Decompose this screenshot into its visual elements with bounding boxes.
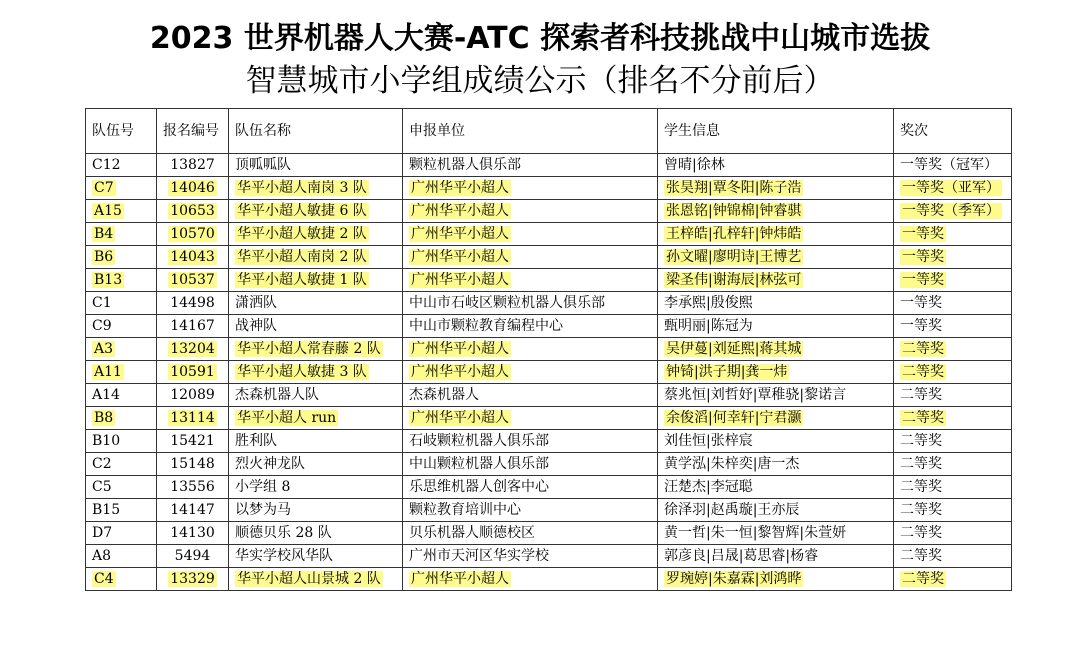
students-cell-text: 刘佳恒|张梓宸 (664, 433, 753, 449)
team-id-cell-text: C9 (92, 318, 112, 334)
award-cell-text: 二等奖 (900, 456, 942, 472)
reg-number-cell-text: 5494 (174, 548, 211, 564)
team-name-cell (229, 154, 403, 177)
team-id-cell (86, 154, 157, 177)
reg-number-cell (157, 223, 229, 246)
reg-number-cell-text: 10653 (170, 203, 215, 219)
team-id-cell (86, 476, 157, 499)
team-name-cell (229, 315, 403, 338)
team-id-cell (86, 384, 157, 407)
students-cell (658, 384, 894, 407)
team-name-cell (229, 453, 403, 476)
unit-cell (403, 269, 658, 292)
team-name-cell (229, 246, 403, 269)
team-id-cell-text: B10 (92, 433, 121, 449)
students-cell (658, 338, 894, 361)
award-cell-text: 二等奖 (900, 433, 942, 449)
unit-cell (403, 499, 658, 522)
award-cell-text: 二等奖 (900, 502, 942, 518)
table-row (86, 453, 1012, 476)
team-id-cell-text: B4 (94, 226, 114, 242)
award-cell (894, 453, 1012, 476)
award-cell (894, 154, 1012, 177)
table-row (86, 338, 1012, 361)
unit-cell-text: 广州华平小超人 (411, 410, 509, 426)
reg-number-cell-text: 10591 (170, 364, 215, 380)
table-row (86, 292, 1012, 315)
award-cell (894, 269, 1012, 292)
unit-cell-text: 广州华平小超人 (411, 341, 509, 357)
award-cell-text: 二等奖 (900, 525, 942, 541)
unit-cell (403, 246, 658, 269)
reg-number-cell (157, 200, 229, 223)
award-cell (894, 338, 1012, 361)
students-cell (658, 315, 894, 338)
unit-cell (403, 476, 658, 499)
team-name-cell (229, 338, 403, 361)
col-header-unit: 申报单位 (403, 109, 658, 154)
students-cell (658, 154, 894, 177)
title-line-1: 2023 世界机器人大赛-ATC 探索者科技挑战中山城市选拔 (149, 21, 931, 56)
reg-number-cell (157, 292, 229, 315)
reg-number-cell-text: 13556 (170, 479, 215, 495)
reg-number-cell-text: 10537 (170, 272, 215, 288)
reg-number-cell-text: 13827 (170, 157, 215, 173)
students-cell-text: 王梓皓|孔梓轩|钟炜皓 (666, 226, 802, 242)
table-row (86, 361, 1012, 384)
unit-cell (403, 430, 658, 453)
table-row (86, 223, 1012, 246)
team-id-cell-text: A15 (94, 203, 122, 219)
unit-cell-text: 中山市颗粒教育编程中心 (409, 318, 563, 334)
team-id-cell (86, 361, 157, 384)
team-name-cell-text: 华平小超人南岗 3 队 (237, 180, 367, 196)
team-id-cell-text: C4 (94, 571, 114, 587)
students-cell (658, 545, 894, 568)
reg-number-cell-text: 14147 (170, 502, 215, 518)
students-cell-text: 李承熙|殷俊熙 (664, 295, 753, 311)
unit-cell-text: 中山市石岐区颗粒机器人俱乐部 (409, 295, 605, 311)
unit-cell (403, 200, 658, 223)
table-row (86, 430, 1012, 453)
team-id-cell (86, 545, 157, 568)
students-cell-text: 罗琬婷|朱嘉霖|刘鸿晔 (666, 571, 802, 587)
reg-number-cell (157, 177, 229, 200)
team-name-cell-text: 以梦为马 (235, 502, 291, 518)
students-cell-text: 吴伊蔓|刘延熙|蒋其城 (666, 341, 802, 357)
table-row (86, 499, 1012, 522)
team-name-cell (229, 292, 403, 315)
unit-cell-text: 杰森机器人 (409, 387, 479, 403)
unit-cell (403, 545, 658, 568)
award-cell-text: 二等奖 (902, 341, 944, 357)
unit-cell (403, 453, 658, 476)
students-cell (658, 407, 894, 430)
students-cell-text: 蔡兆恒|刘哲妤|覃稚骁|黎诺言 (664, 387, 847, 403)
team-id-cell-text: A14 (92, 387, 120, 403)
team-id-cell-text: B6 (94, 249, 114, 265)
unit-cell (403, 568, 658, 591)
team-name-cell-text: 华平小超人常春藤 2 队 (237, 341, 381, 357)
unit-cell-text: 广州华平小超人 (411, 571, 509, 587)
table-row (86, 269, 1012, 292)
reg-number-cell-text: 10570 (170, 226, 215, 242)
unit-cell-text: 广州华平小超人 (411, 249, 509, 265)
reg-number-cell-text: 12089 (170, 387, 215, 403)
col-header-reg-no: 报名编号 (157, 109, 229, 154)
unit-cell (403, 154, 658, 177)
award-cell-text: 二等奖 (900, 479, 942, 495)
team-id-cell-text: C1 (92, 295, 112, 311)
award-cell (894, 568, 1012, 591)
students-cell-text: 汪楚杰|李冠聪 (664, 479, 753, 495)
award-cell (894, 200, 1012, 223)
reg-number-cell-text: 13114 (170, 410, 215, 426)
award-cell (894, 407, 1012, 430)
reg-number-cell (157, 499, 229, 522)
table-row (86, 384, 1012, 407)
unit-cell (403, 223, 658, 246)
students-cell (658, 269, 894, 292)
unit-cell-text: 中山颗粒机器人俱乐部 (409, 456, 549, 472)
team-id-cell (86, 269, 157, 292)
team-id-cell (86, 453, 157, 476)
table-row (86, 315, 1012, 338)
reg-number-cell-text: 13329 (170, 571, 215, 587)
award-cell-text: 二等奖 (900, 387, 942, 403)
table-row (86, 154, 1012, 177)
award-cell-text: 一等奖（亚军） (902, 180, 1000, 196)
students-cell-text: 梁圣伟|谢海辰|林弦可 (666, 272, 802, 288)
reg-number-cell-text: 15148 (170, 456, 215, 472)
reg-number-cell-text: 14130 (170, 525, 215, 541)
team-id-cell (86, 315, 157, 338)
team-name-cell-text: 华平小超人敏捷 3 队 (237, 364, 367, 380)
team-name-cell-text: 潇洒队 (235, 295, 277, 311)
award-cell (894, 223, 1012, 246)
students-cell (658, 568, 894, 591)
students-cell-text: 黄一哲|朱一恒|黎智辉|朱萱妍 (664, 525, 847, 541)
team-id-cell-text: A11 (94, 364, 122, 380)
header-row (86, 109, 1012, 154)
award-cell (894, 499, 1012, 522)
students-cell (658, 499, 894, 522)
students-cell-text: 张恩铭|钟锦棉|钟睿骐 (666, 203, 802, 219)
award-cell (894, 246, 1012, 269)
table-row (86, 545, 1012, 568)
unit-cell-text: 乐思维机器人创客中心 (409, 479, 549, 495)
team-name-cell (229, 522, 403, 545)
students-cell-text: 曾晴|徐林 (664, 157, 725, 173)
title-line-2: 智慧城市小学组成绩公示（排名不分前后） (245, 63, 835, 99)
team-name-cell-text: 华平小超人 run (237, 410, 337, 426)
award-cell-text: 一等奖 (900, 295, 942, 311)
unit-cell (403, 177, 658, 200)
reg-number-cell-text: 14043 (170, 249, 215, 265)
team-name-cell (229, 499, 403, 522)
team-id-cell (86, 407, 157, 430)
team-id-cell-text: C5 (92, 479, 112, 495)
reg-number-cell (157, 522, 229, 545)
students-cell (658, 430, 894, 453)
students-cell-text: 甄明丽|陈冠为 (664, 318, 753, 334)
reg-number-cell (157, 384, 229, 407)
unit-cell-text: 颗粒教育培训中心 (409, 502, 521, 518)
team-id-cell (86, 430, 157, 453)
reg-number-cell (157, 453, 229, 476)
unit-cell (403, 522, 658, 545)
team-id-cell (86, 292, 157, 315)
team-id-cell-text: B13 (94, 272, 123, 288)
reg-number-cell-text: 14046 (170, 180, 215, 196)
students-cell (658, 476, 894, 499)
students-cell (658, 453, 894, 476)
award-cell-text: 一等奖 (902, 249, 944, 265)
students-cell (658, 200, 894, 223)
award-cell-text: 一等奖 (902, 226, 944, 242)
reg-number-cell (157, 568, 229, 591)
unit-cell (403, 315, 658, 338)
students-cell-text: 钟锜|洪子期|龚一炜 (666, 364, 788, 380)
students-cell-text: 徐泽羽|赵禹璇|王亦辰 (664, 502, 800, 518)
award-cell (894, 476, 1012, 499)
students-cell (658, 361, 894, 384)
team-name-cell-text: 华平小超人山景城 2 队 (237, 571, 381, 587)
reg-number-cell-text: 14167 (170, 318, 215, 334)
reg-number-cell (157, 476, 229, 499)
award-cell (894, 315, 1012, 338)
students-cell-text: 黄学泓|朱梓奕|唐一杰 (664, 456, 800, 472)
team-name-cell (229, 476, 403, 499)
students-cell-text: 余俊滔|何幸轩|宁君灏 (666, 410, 802, 426)
table-row (86, 407, 1012, 430)
award-cell-text: 一等奖（季军） (902, 203, 1000, 219)
unit-cell-text: 颗粒机器人俱乐部 (409, 157, 521, 173)
reg-number-cell (157, 246, 229, 269)
unit-cell-text: 广州市天河区华实学校 (409, 548, 549, 564)
results-table (85, 108, 1012, 591)
unit-cell-text: 广州华平小超人 (411, 272, 509, 288)
reg-number-cell-text: 15421 (170, 433, 215, 449)
table-row (86, 476, 1012, 499)
team-id-cell-text: A8 (92, 548, 112, 564)
unit-cell-text: 广州华平小超人 (411, 364, 509, 380)
team-id-cell-text: A3 (94, 341, 114, 357)
students-cell-text: 郭彦良|吕晟|葛思睿|杨睿 (664, 548, 819, 564)
team-name-cell (229, 384, 403, 407)
team-id-cell (86, 522, 157, 545)
award-cell (894, 292, 1012, 315)
team-name-cell (229, 269, 403, 292)
students-cell (658, 246, 894, 269)
team-id-cell-text: B15 (92, 502, 121, 518)
table-row (86, 246, 1012, 269)
unit-cell-text: 石岐颗粒机器人俱乐部 (409, 433, 549, 449)
team-name-cell-text: 华实学校风华队 (235, 548, 333, 564)
team-name-cell (229, 568, 403, 591)
reg-number-cell (157, 315, 229, 338)
unit-cell (403, 292, 658, 315)
team-id-cell (86, 200, 157, 223)
unit-cell-text: 广州华平小超人 (411, 226, 509, 242)
team-name-cell-text: 华平小超人敏捷 1 队 (237, 272, 367, 288)
table-row (86, 200, 1012, 223)
award-cell-text: 一等奖 (900, 318, 942, 334)
students-cell-text: 张昊翔|覃冬阳|陈子浩 (666, 180, 802, 196)
team-name-cell (229, 545, 403, 568)
team-name-cell-text: 华平小超人南岗 2 队 (237, 249, 367, 265)
team-id-cell-text: D7 (92, 525, 113, 541)
award-cell (894, 361, 1012, 384)
reg-number-cell (157, 430, 229, 453)
award-cell-text: 二等奖 (902, 571, 944, 587)
students-cell (658, 292, 894, 315)
unit-cell (403, 361, 658, 384)
award-cell (894, 177, 1012, 200)
students-cell (658, 223, 894, 246)
team-name-cell-text: 华平小超人敏捷 2 队 (237, 226, 367, 242)
col-header-award: 奖次 (894, 109, 1012, 154)
team-id-cell (86, 177, 157, 200)
table-row (86, 177, 1012, 200)
team-name-cell-text: 顶呱呱队 (235, 157, 291, 173)
award-cell (894, 430, 1012, 453)
team-id-cell (86, 499, 157, 522)
team-name-cell-text: 顺德贝乐 28 队 (235, 525, 332, 541)
team-name-cell-text: 华平小超人敏捷 6 队 (237, 203, 367, 219)
reg-number-cell-text: 14498 (170, 295, 215, 311)
team-id-cell-text: C2 (92, 456, 112, 472)
students-cell (658, 522, 894, 545)
col-header-students: 学生信息 (658, 109, 894, 154)
team-name-cell-text: 杰森机器人队 (235, 387, 319, 403)
reg-number-cell (157, 338, 229, 361)
team-id-cell (86, 568, 157, 591)
team-id-cell (86, 223, 157, 246)
unit-cell (403, 338, 658, 361)
reg-number-cell (157, 545, 229, 568)
award-cell-text: 一等奖（冠军） (900, 157, 998, 173)
team-name-cell (229, 223, 403, 246)
team-name-cell (229, 407, 403, 430)
award-cell (894, 384, 1012, 407)
team-id-cell-text: B8 (94, 410, 114, 426)
unit-cell (403, 384, 658, 407)
unit-cell (403, 407, 658, 430)
team-name-cell (229, 177, 403, 200)
unit-cell-text: 广州华平小超人 (411, 203, 509, 219)
col-header-team-no: 队伍号 (86, 109, 157, 154)
team-name-cell (229, 361, 403, 384)
unit-cell-text: 广州华平小超人 (411, 180, 509, 196)
award-cell-text: 二等奖 (902, 410, 944, 426)
award-cell-text: 二等奖 (902, 364, 944, 380)
reg-number-cell (157, 407, 229, 430)
team-name-cell-text: 小学组 8 (235, 479, 291, 495)
team-id-cell-text: C12 (92, 157, 121, 173)
students-cell-text: 孙文曜|廖明诗|王博艺 (666, 249, 802, 265)
reg-number-cell-text: 13204 (170, 341, 215, 357)
team-name-cell (229, 430, 403, 453)
team-id-cell (86, 338, 157, 361)
award-cell-text: 一等奖 (902, 272, 944, 288)
award-cell-text: 二等奖 (900, 548, 942, 564)
team-name-cell (229, 200, 403, 223)
team-id-cell-text: C7 (94, 180, 114, 196)
team-name-cell-text: 战神队 (235, 318, 277, 334)
reg-number-cell (157, 361, 229, 384)
students-cell (658, 177, 894, 200)
team-name-cell-text: 烈火神龙队 (235, 456, 305, 472)
table-row (86, 522, 1012, 545)
team-name-cell-text: 胜利队 (235, 433, 277, 449)
award-cell (894, 545, 1012, 568)
team-id-cell (86, 246, 157, 269)
unit-cell-text: 贝乐机器人顺德校区 (409, 525, 535, 541)
reg-number-cell (157, 154, 229, 177)
reg-number-cell (157, 269, 229, 292)
table-row (86, 568, 1012, 591)
col-header-team-name: 队伍名称 (229, 109, 403, 154)
award-cell (894, 522, 1012, 545)
